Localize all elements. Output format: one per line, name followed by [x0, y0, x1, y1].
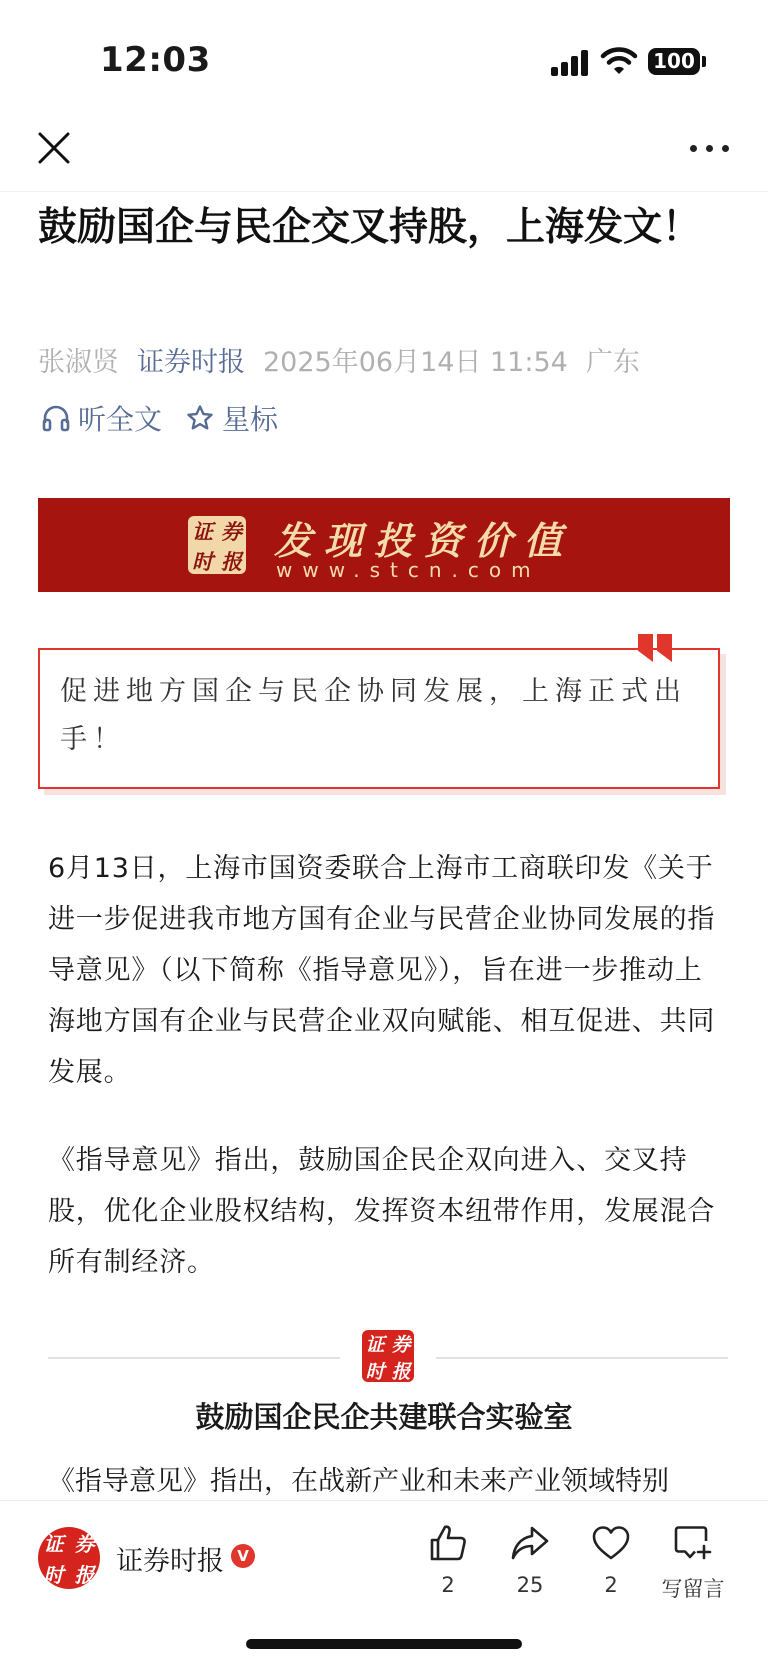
headphones-icon	[42, 405, 70, 431]
battery-tip	[702, 56, 706, 67]
section-logo	[362, 1330, 414, 1382]
more-icon[interactable]	[690, 140, 732, 156]
logo-char: 报	[221, 549, 242, 574]
logo-char: 证	[365, 1334, 385, 1356]
quote-box	[38, 648, 720, 789]
star-icon	[186, 404, 214, 432]
article-meta	[38, 340, 738, 379]
battery-icon: 100	[648, 48, 700, 75]
logo-char: 报	[74, 1563, 95, 1587]
logo-char: 券	[74, 1532, 95, 1556]
like-button[interactable]	[408, 1523, 488, 1597]
signal-icon	[551, 50, 589, 76]
section-divider-right	[436, 1357, 728, 1359]
like-count: 2	[441, 1573, 455, 1597]
account-name[interactable]: 证券时报	[116, 1546, 224, 1577]
article-paragraph: 《指导意见》指出，鼓励国企民企双向进入、交叉持股，优化企业股权结构，发挥资本纽带作用，发展混合所有制经济。	[48, 1145, 716, 1278]
article-source-link[interactable]: 证券时报	[137, 347, 245, 378]
banner-slogan: 发现投资价值	[274, 518, 575, 563]
logo-char: 证	[43, 1532, 64, 1556]
quote-text: 促进地方国企与民企协同发展，上海正式出手！	[60, 676, 687, 755]
close-icon[interactable]	[36, 130, 72, 166]
stcn-logo	[188, 516, 246, 574]
star-button[interactable]	[186, 398, 278, 438]
account-avatar[interactable]	[38, 1527, 100, 1589]
heart-icon	[591, 1523, 631, 1563]
article-title: 鼓励国企与民企交叉持股，上海发文！	[38, 205, 702, 250]
comment-add-icon	[673, 1523, 713, 1563]
logo-char: 证	[192, 519, 213, 544]
share-button[interactable]	[490, 1523, 570, 1597]
home-indicator[interactable]	[246, 1639, 522, 1649]
truncated-text: 《指导意见》指出，在战新产业和未来产业领域特别	[48, 1466, 669, 1497]
nav-bar	[0, 120, 768, 192]
share-count: 25	[516, 1573, 544, 1597]
logo-char: 时	[365, 1361, 385, 1383]
status-bar	[0, 0, 768, 120]
verified-badge-icon: V	[231, 1544, 255, 1568]
star-label: 星标	[222, 403, 279, 436]
quote-mark-icon	[638, 634, 674, 664]
thumbs-up-icon	[428, 1523, 468, 1563]
write-comment-button[interactable]	[653, 1523, 733, 1603]
listen-button[interactable]	[42, 398, 162, 438]
article-actions	[42, 398, 302, 438]
article-location: 广东	[585, 347, 640, 378]
favorite-button[interactable]	[571, 1523, 651, 1597]
status-time: 12:03	[100, 40, 211, 80]
banner-url: www.stcn.com	[276, 558, 541, 582]
favorite-count: 2	[604, 1573, 618, 1597]
logo-char: 时	[43, 1563, 64, 1587]
section-title: 鼓励国企民企共建联合实验室	[195, 1400, 573, 1434]
listen-label: 听全文	[78, 403, 163, 436]
logo-char: 报	[391, 1361, 411, 1383]
logo-char: 时	[192, 549, 213, 574]
logo-char: 券	[391, 1334, 411, 1356]
write-comment-label: 写留言	[661, 1577, 725, 1601]
stcn-banner	[38, 498, 730, 592]
article-datetime: 2025年06月14日 11:54	[263, 347, 568, 378]
wifi-icon	[601, 45, 637, 75]
section-divider-left	[48, 1357, 340, 1359]
article-author: 张淑贤	[38, 347, 119, 378]
logo-char: 券	[221, 519, 242, 544]
article-paragraph: 6月13日，上海市国资委联合上海市工商联印发《关于进一步促进我市地方国有企业与民营企业协同发展的指导意见》（以下简称《指导意见》），旨在进一步推动上海地方国有企业与民营企业双向赋能、相互促进、共同发展。	[48, 853, 716, 1088]
share-arrow-icon	[510, 1523, 550, 1563]
